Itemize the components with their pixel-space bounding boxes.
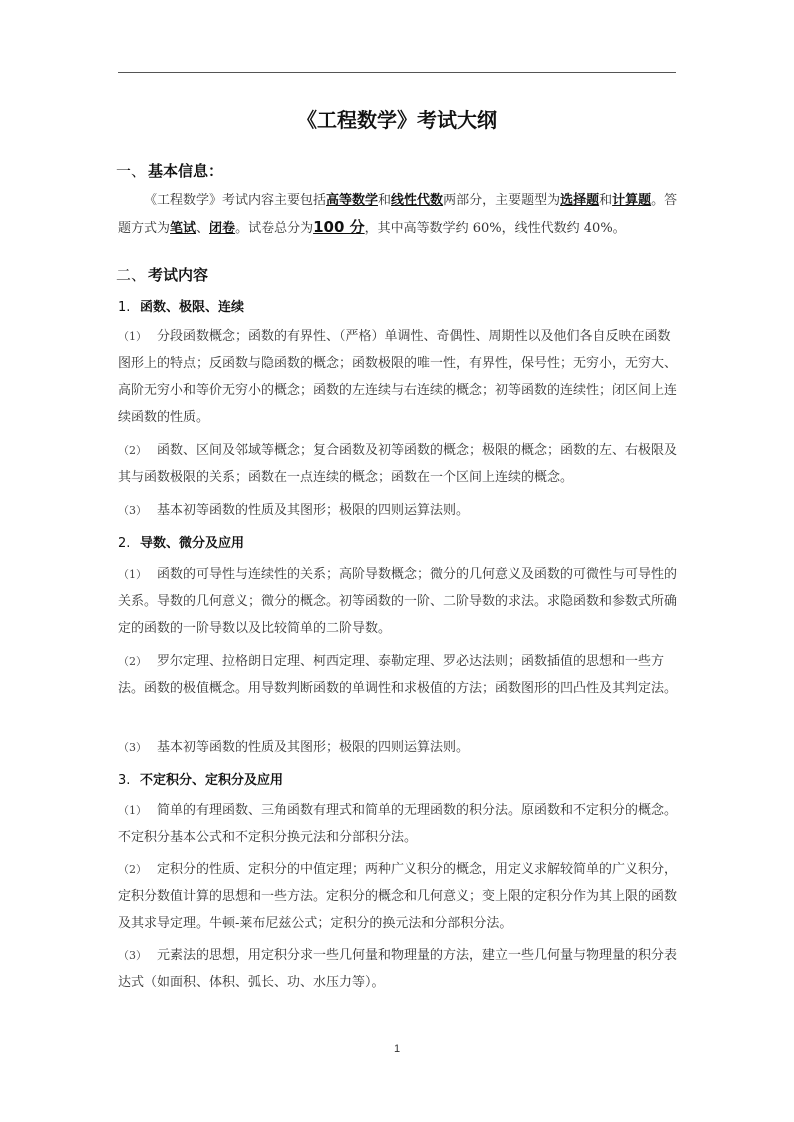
section-2-heading [116, 264, 208, 285]
topic-1-heading: 1. 函数、极限、连续 [118, 300, 245, 315]
section-1-heading [116, 160, 223, 181]
section-1-title: 基本信息： [148, 162, 224, 180]
topic-2-para-1: （1） 函数的可导性与连续性的关系；高阶导数概念；微分的几何意义及函数的可微性与可导性的关系。导数的几何意义；微分的概念。初等函数的一阶、二阶导数的求法。求隐函数和参数式所确定的函数的一阶导数以及比较简单的二阶导数。 [118, 567, 678, 636]
document-title: 《工程数学》考试大纲 [297, 108, 497, 132]
section-2-title: 考试内容 [148, 266, 209, 284]
topic-2-heading: 2. 导数、微分及应用 [118, 536, 245, 551]
topic-3-para-1: （1） 简单的有理函数、三角函数有理式和简单的无理函数的积分法。原函数和不定积分的概念。不定积分基本公式和不定积分换元法和分部积分法。 [118, 803, 678, 845]
topic-3-para-3: （3） 元素法的思想，用定积分求一些几何量和物理量的方法，建立一些几何量与物理量的积分表达式（如面积、体积、弧长、功、水压力等）。 [118, 948, 678, 990]
topic-1-para-1: （1） 分段函数概念；函数的有界性、（严格）单调性、奇偶性、周期性以及他们各自反映在函数图形上的特点；反函数与隐函数的概念；函数极限的唯一性，有界性，保号性；无穷小，无穷大、高阶无穷小和等价无穷小的概念；函数的左连续与右连续的概念；初等函数的连续性；闭区间上连续函数的性质。 [118, 329, 678, 425]
topic-1-para-3: （3） 基本初等函数的性质及其图形；极限的四则运算法则。 [118, 503, 470, 518]
section-2-number: 二、 [116, 266, 147, 284]
header-rule [118, 72, 676, 73]
section-1-number: 一、 [116, 162, 147, 180]
intro-paragraph: 《工程数学》考试内容主要包括高等数学和线性代数两部分，主要题型为选择题和计算题。答题方式为笔试、闭卷。试卷总分为100 分，其中高等数学约 60%，线性代数约 40%。 [118, 193, 678, 236]
topic-2-para-3: （3） 基本初等函数的性质及其图形；极限的四则运算法则。 [118, 740, 470, 755]
topic-3-para-2: （2） 定积分的性质、定积分的中值定理；两种广义积分的概念，用定义求解较简单的广义积分，定积分数值计算的思想和一些方法。定积分的概念和几何意义；变上限的定积分作为其上限的函数及其求导定理。牛顿-莱布尼兹公式；定积分的换元法和分部积分法。 [118, 862, 678, 931]
topic-1-para-2: （2） 函数、区间及邻域等概念；复合函数及初等函数的概念；极限的概念；函数的左、右极限及其与函数极限的关系；函数在一点连续的概念；函数在一个区间上连续的概念。 [118, 443, 678, 485]
topic-2-para-2: （2） 罗尔定理、拉格朗日定理、柯西定理、泰勒定理、罗必达法则；函数插值的思想和一些方法。函数的极值概念。用导数判断函数的单调性和求极值的方法；函数图形的凹凸性及其判定法。 [118, 654, 678, 696]
page-number: 1 [393, 1043, 401, 1055]
topic-3-heading: 3. 不定积分、定积分及应用 [118, 773, 284, 788]
